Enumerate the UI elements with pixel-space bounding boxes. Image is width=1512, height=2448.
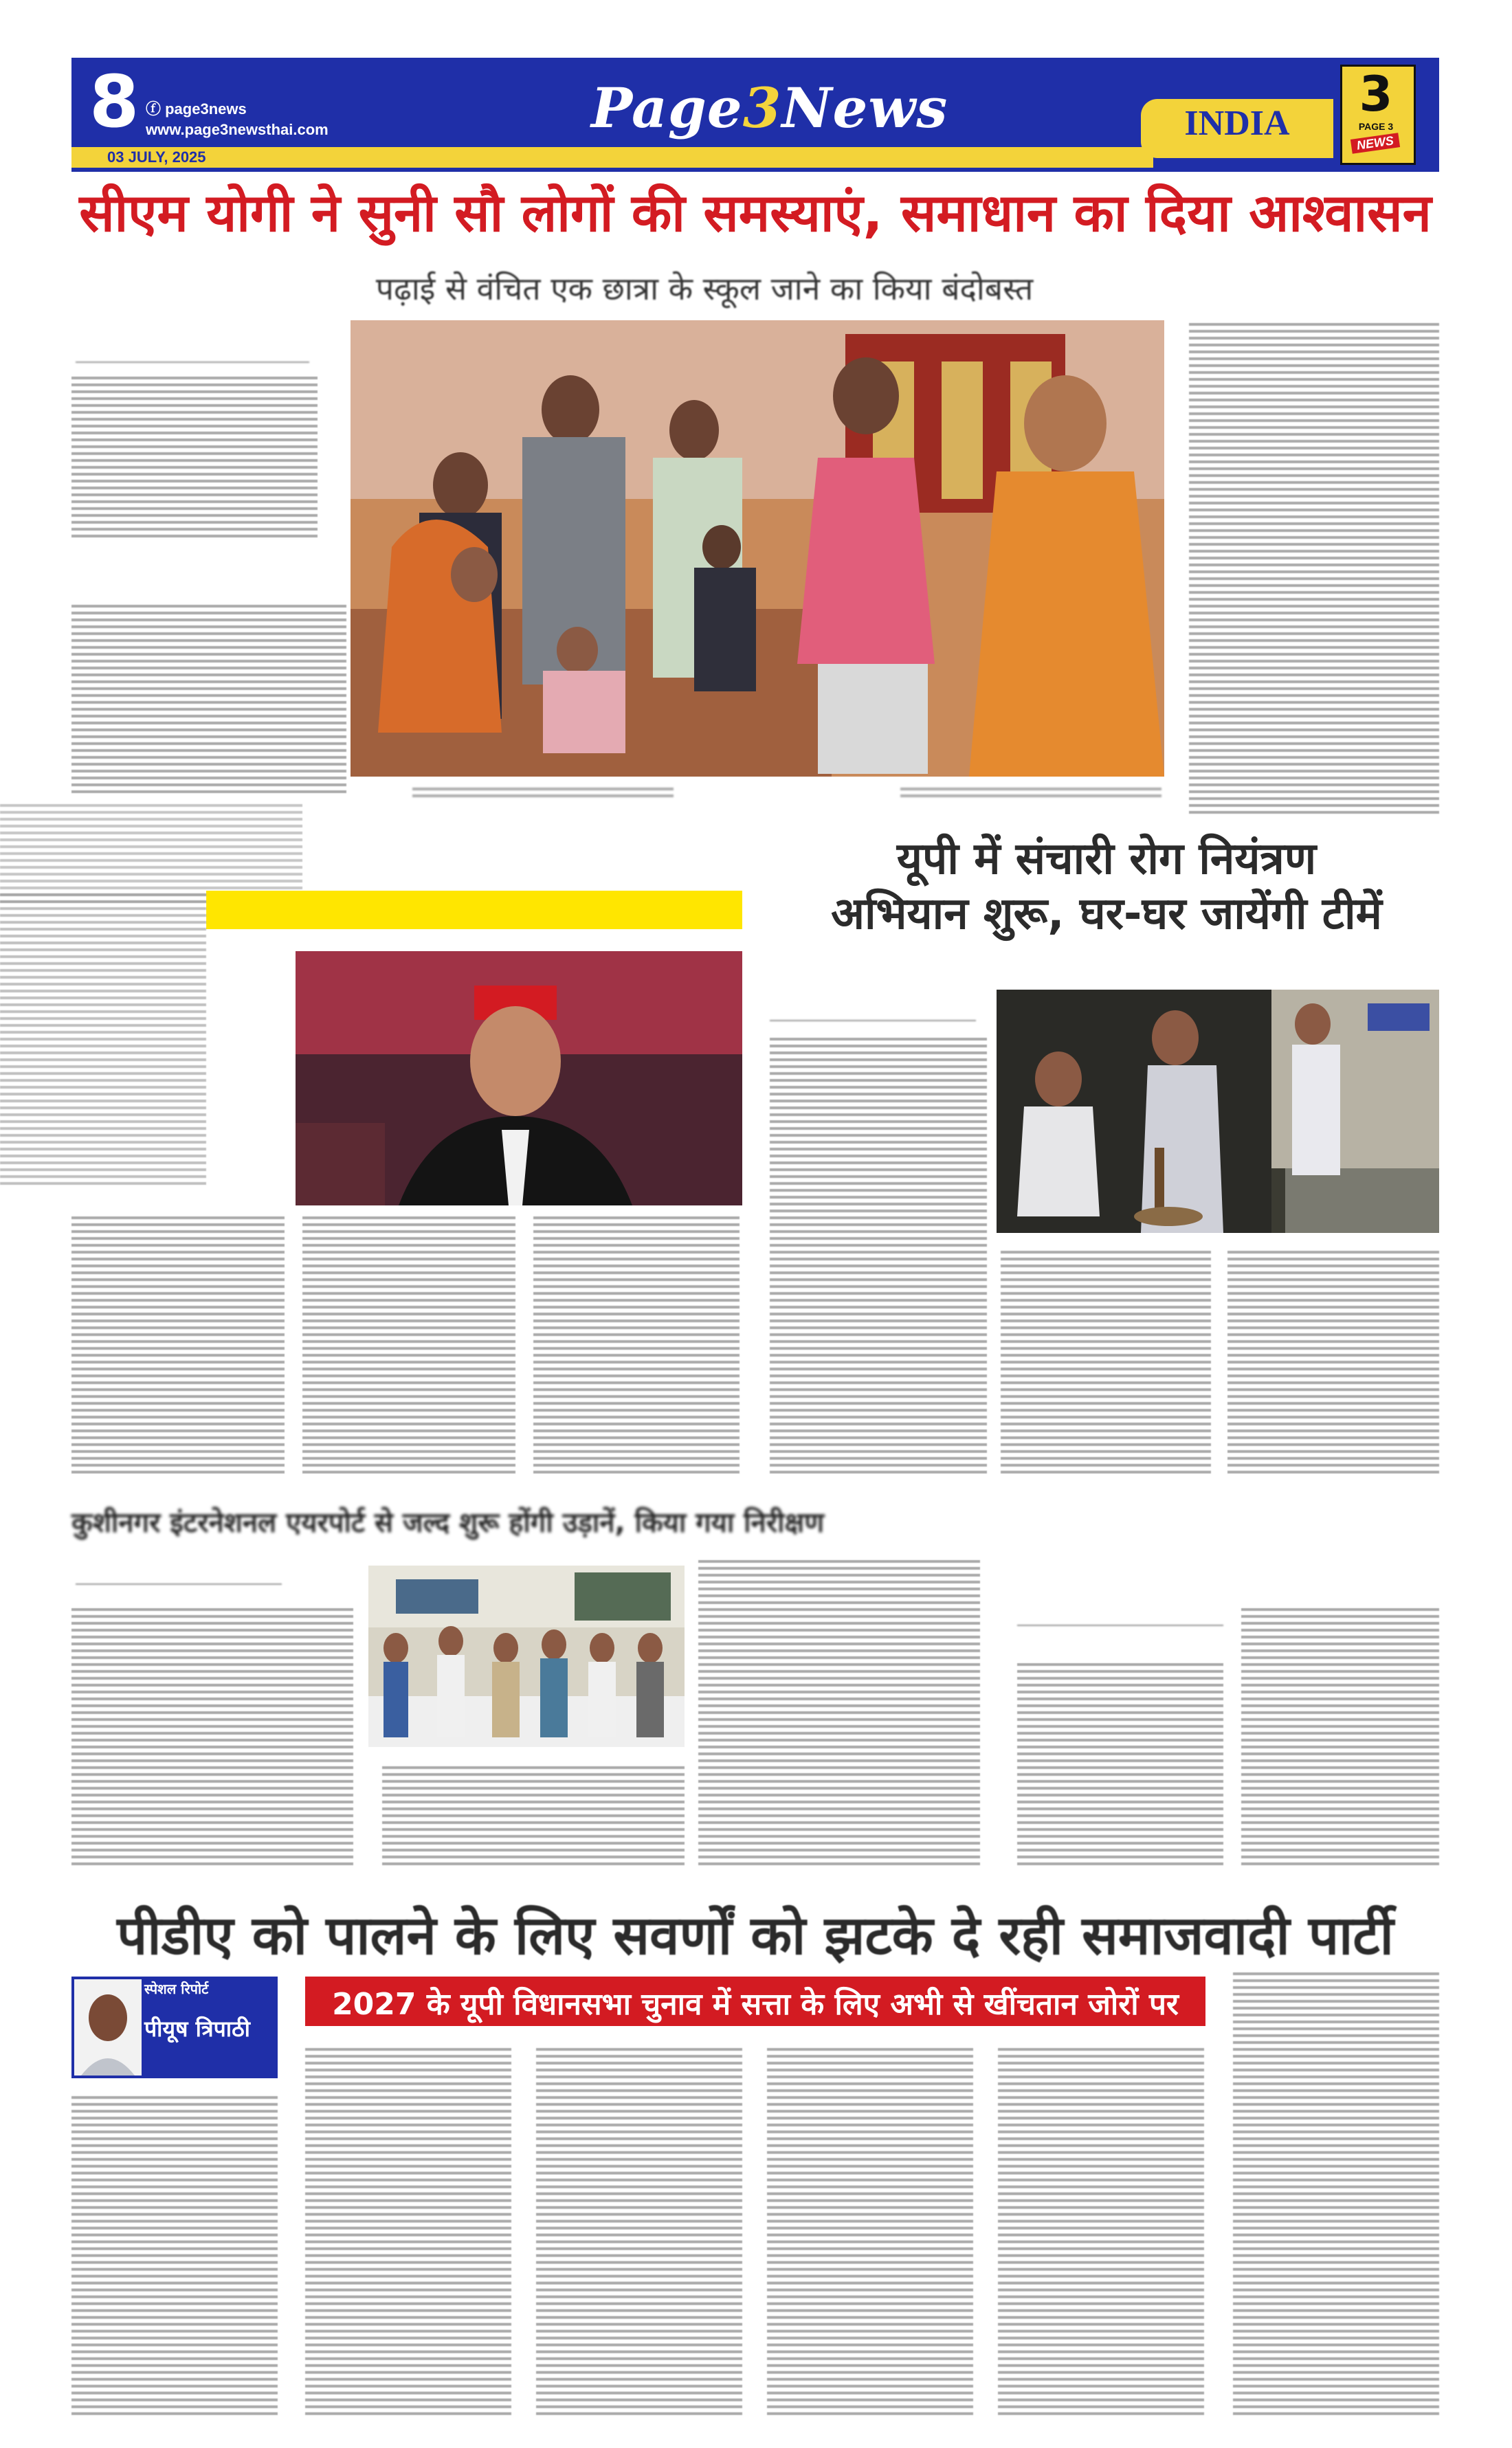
airport-headline: कुशीनगर इंटरनेशनल एयरपोर्ट से जल्द शुरू होंगी उड़ानें, किया गया निरीक्षण — [71, 1507, 825, 1539]
exam-byline — [1017, 1594, 1223, 1629]
date-strip — [71, 147, 1153, 168]
pda-text-col6 — [1233, 1972, 1439, 2419]
lead-subheadline: पढ़ाई से वंचित एक छात्रा के स्कूल जाने का किया बंदोबस्त — [375, 270, 1034, 307]
exam-text-col1 — [1017, 1663, 1223, 1869]
disease-text-col3 — [1227, 1251, 1439, 1478]
akhilesh-story-kicker — [206, 891, 742, 929]
social-handle: ⓕ page3news — [146, 100, 247, 118]
exam-text-col2 — [1241, 1608, 1439, 1869]
exam-story-headline — [1017, 1498, 1439, 1574]
airport-text-col1 — [71, 1608, 353, 1869]
author-name: पीयूष त्रिपाठी — [144, 2016, 250, 2042]
airport-text-col3 — [698, 1560, 980, 1869]
akhilesh-text-col3 — [302, 1216, 515, 1478]
pda-text-col5 — [998, 2048, 1204, 2419]
disease-byline — [770, 990, 976, 1024]
lead-text-right — [1189, 323, 1439, 818]
disease-headline — [770, 832, 1443, 942]
pda-text-col2 — [305, 2048, 511, 2419]
blurred-inset-heading — [0, 555, 302, 597]
brand-three: 3 — [742, 76, 782, 140]
akhilesh-text-col1 — [0, 893, 206, 1189]
lead-byline — [76, 329, 309, 367]
akhilesh-story-headline — [71, 840, 745, 881]
pda-text-col1 — [71, 2096, 278, 2419]
issue-date: 03 JULY, 2025 — [107, 148, 206, 166]
edition-label: INDIA — [1184, 104, 1290, 143]
akhilesh-text-col4 — [533, 1216, 740, 1478]
disease-headline-line1: यूपी में संचारी रोग नियंत्रण — [896, 834, 1317, 884]
airport-byline — [76, 1553, 282, 1588]
lead-text-col1-top — [71, 377, 318, 542]
pda-text-col3 — [536, 2048, 742, 2419]
akhilesh-photo — [296, 951, 742, 1205]
brand-left: Page — [591, 76, 743, 140]
disease-headline-line2: अभियान शुरू, घर-घर जायेंगी टीमें — [831, 889, 1382, 939]
pda-text-col4 — [767, 2048, 973, 2419]
disease-text-col1 — [770, 1038, 987, 1478]
lead-photo-caption — [412, 788, 674, 801]
lead-text-col1-mid — [71, 605, 346, 797]
lead-headline: सीएम योगी ने सुनी सौ लोगों की समस्याएं, समाधान का दिया आश्वासन — [79, 182, 1432, 243]
special-report-label: स्पेशल रिपोर्ट — [144, 1981, 209, 1997]
lead-photo-caption-2 — [900, 788, 1161, 801]
lead-photo — [351, 320, 1164, 777]
website-link[interactable]: www.page3newsthai.com — [146, 121, 329, 138]
page-number: 8 — [89, 60, 140, 144]
airport-photo — [368, 1566, 685, 1747]
pda-subheadline: 2027 के यूपी विधानसभा चुनाव में सत्ता के लिए अभी से खींचतान जोरों पर — [332, 1987, 1179, 2022]
akhilesh-text-col2 — [71, 1216, 285, 1478]
brand-right: News — [781, 76, 948, 140]
logo-news-tag: NEWS — [1350, 133, 1400, 154]
logo-small-text: PAGE 3 — [1358, 121, 1394, 132]
logo-number: 3 — [1359, 66, 1393, 122]
disease-photo — [997, 990, 1439, 1233]
brand-logo — [591, 76, 948, 140]
airport-text-col2 — [382, 1766, 685, 1869]
author-avatar — [74, 1979, 142, 2076]
pda-headline: पीडीए को पालने के लिए सवर्णों को झटके दे रही समाजवादी पार्टी — [117, 1905, 1394, 1967]
disease-text-col2 — [1001, 1251, 1211, 1478]
